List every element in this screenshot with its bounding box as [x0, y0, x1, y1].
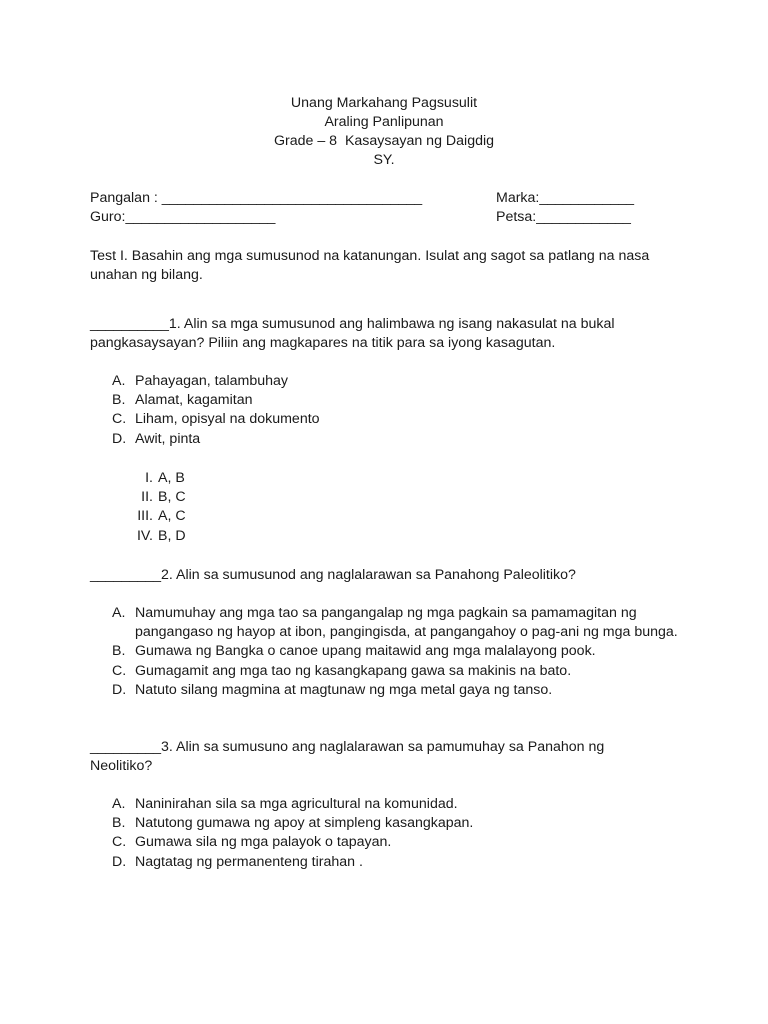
- exam-header: [0, 94, 768, 170]
- option-c: C. Gumawa sila ng mga palayok o tapayan.: [112, 834, 392, 851]
- score-field: Marka:____________: [496, 190, 635, 206]
- option-c: C. Liham, opisyal na dokumento: [112, 411, 320, 428]
- option-d: D. Natuto silang magmina at magtunaw ng mga metal gaya ng tanso.: [112, 681, 553, 698]
- question-1-options: [90, 372, 690, 449]
- option-d: D. Awit, pinta: [112, 430, 201, 447]
- option-b: B. Alamat, kagamitan: [112, 392, 253, 409]
- exam-title: Unang Markahang Pagsusulit: [290, 95, 478, 111]
- question-1: __________1. Alin sa mga sumusunod ang halimbawa ng isang nakasulat na bukal pangkasaysayan? Piliin ang magkapares na titik para sa iyong kasagutan.: [90, 316, 615, 351]
- option-a: A. Naninirahan sila sa mga agricultural na komunidad.: [112, 796, 458, 812]
- name-field: Pangalan : _________________________________: [90, 190, 423, 206]
- teacher-field: Guro:___________________: [90, 209, 276, 225]
- choice-iv: IV. B, D: [136, 527, 186, 544]
- choice-ii: II. B, C: [141, 489, 186, 506]
- option-a: A. Pahayagan, talambuhay: [112, 373, 289, 389]
- choice-i: I. A, B: [145, 470, 185, 486]
- exam-subject: Araling Panlipunan: [324, 114, 444, 130]
- choice-iii: III. A, C: [137, 508, 186, 525]
- date-field: Petsa:____________: [496, 209, 631, 225]
- question-3: _________3. Alin sa sumusuno ang naglalarawan sa pamumuhay sa Panahon ng Neolitiko?: [90, 739, 605, 774]
- question-2: _________2. Alin sa sumusunod ang naglalarawan sa Panahong Paleolitiko?: [90, 567, 576, 583]
- option-c: C. Gumagamit ang mga tao ng kasangkapang gawa sa makinis na bato.: [112, 662, 572, 679]
- option-b: B. Natutong gumawa ng apoy at simpleng kasangkapan.: [112, 815, 474, 832]
- question-3-options: [90, 795, 690, 872]
- test-instructions: Test I. Basahin ang mga sumusunod na katanungan. Isulat ang sagot sa patlang na nasa unahan ng bilang.: [90, 248, 650, 283]
- exam-grade: Grade – 8 Kasaysayan ng Daigdig: [273, 133, 495, 149]
- exam-school-year: SY.: [373, 152, 395, 168]
- option-b: B. Gumawa ng Bangka o canoe upang maitawid ang mga malalayong pook.: [112, 643, 596, 660]
- option-a: A. Namumuhay ang mga tao sa pangangalap ng mga pagkain sa pamamagitan ng pangangaso ng hayop at ibon, pangingisda, at pangangahoy o pag-ani ng mga bunga.: [112, 605, 678, 641]
- option-d: D. Nagtatag ng permanenteng tirahan .: [112, 853, 363, 870]
- question-2-options: [90, 604, 690, 700]
- question-1-choices: [134, 469, 186, 546]
